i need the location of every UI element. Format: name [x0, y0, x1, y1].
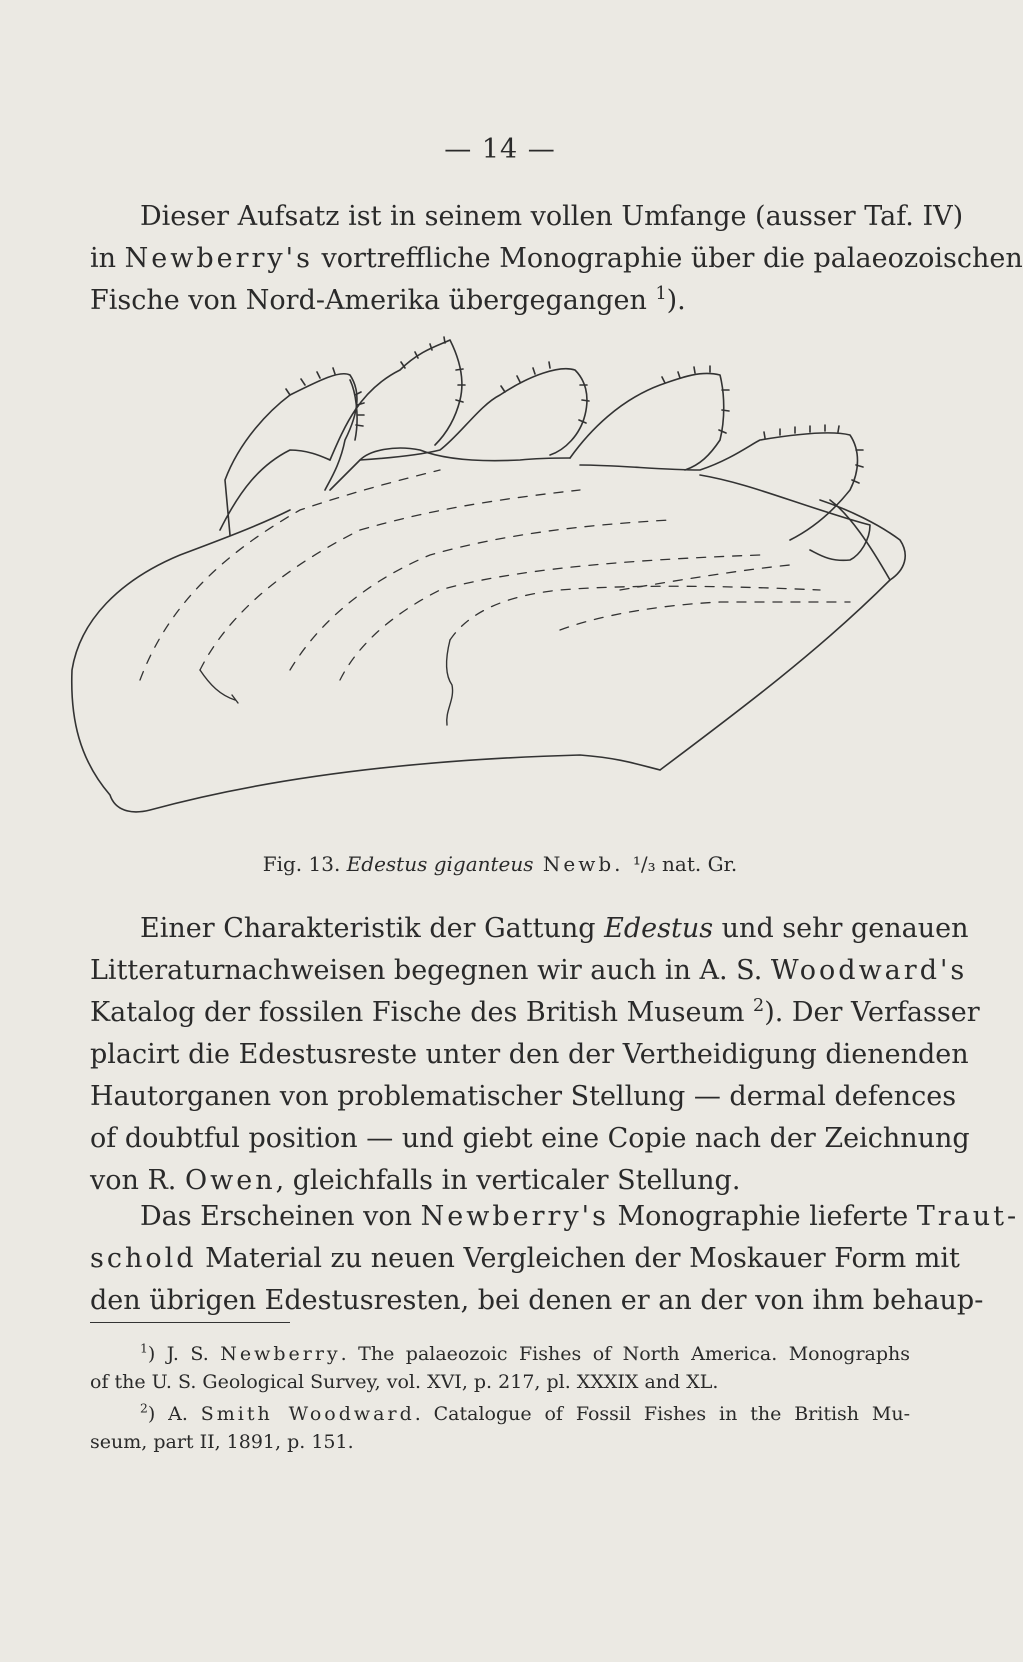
footnote-1	[90, 1340, 910, 1396]
figure-caption: Fig. 13. Edestus giganteus Newb. ¹/₃ nat. Gr.	[262, 852, 738, 876]
text-line: $^1$) J. S. Newberry. The palaeozoic Fishes of North America. Monographs	[140, 1341, 911, 1365]
footnote-ref: 2	[753, 996, 765, 1016]
text-line: in Newberry's vortreffliche Monographie über die palaeozoischen	[90, 243, 1023, 274]
text-line: Litteraturnachweisen begegnen wir auch in A. S. Woodward's	[90, 955, 968, 986]
text-line: seum, part II, 1891, p. 151.	[90, 1431, 354, 1453]
footnote-ref: 1	[655, 284, 667, 304]
text-line: $^2$) A. Smith Woodward. Catalogue of Fossil Fishes in the British Mu-	[140, 1401, 910, 1425]
fossil-jaw-illustration	[60, 340, 930, 860]
text-line: placirt die Edestusreste unter den der Vertheidigung dienenden	[90, 1039, 969, 1070]
text-line: Dieser Aufsatz ist in seinem vollen Umfange (ausser Taf. IV)	[140, 201, 964, 232]
text-line: of doubtful position — und giebt eine Copie nach der Zeichnung	[90, 1123, 970, 1154]
text-line: den übrigen Edestusresten, bei denen er an der von ihm behaup-	[90, 1285, 984, 1316]
text-line: Fische von Nord-Amerika übergegangen $^1$).	[90, 284, 686, 316]
text-line: Das Erscheinen von Newberry's Monographie lieferte Traut-	[140, 1201, 1020, 1232]
paragraph-2	[90, 908, 980, 1202]
text-line: Hautorganen von problematischer Stellung — dermal defences	[90, 1081, 957, 1112]
footnote-divider	[90, 1322, 290, 1323]
footnote-2	[90, 1400, 910, 1456]
text-line: schold Material zu neuen Vergleichen der Moskauer Form mit	[90, 1243, 960, 1274]
paragraph-3	[90, 1196, 1020, 1322]
text-line: Katalog der fossilen Fische des British Museum $^2$). Der Verfasser	[90, 996, 980, 1028]
page-number: — 14 —	[444, 134, 556, 165]
text-line: of the U. S. Geological Survey, vol. XVI, p. 217, pl. XXXIX and XL.	[90, 1371, 719, 1393]
text-line: von R. Owen, gleichfalls in verticaler Stellung.	[90, 1165, 741, 1196]
paragraph-1	[90, 196, 1023, 322]
text-line: Einer Charakteristik der Gattung Edestus und sehr genauen	[140, 913, 969, 944]
